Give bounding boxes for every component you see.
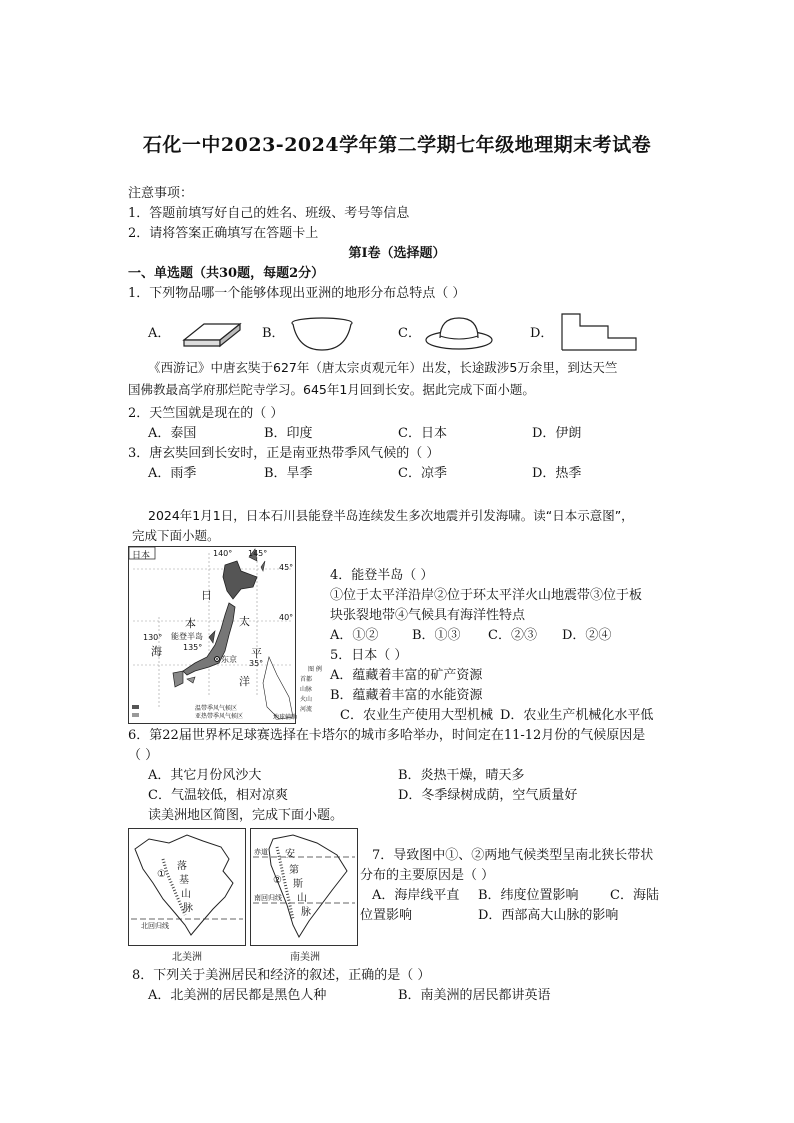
map-label: 日 (201, 589, 212, 602)
legend-item: 河流 (300, 706, 313, 713)
notice-item: 2．请将答案正确填写在答题卡上 (128, 226, 319, 241)
legend-item: 山脉 (300, 686, 313, 693)
map-label: 平 (251, 647, 262, 660)
degree-label: 35° (249, 659, 264, 668)
legend-item: 火山 (300, 696, 313, 703)
q3-option-a[interactable]: A．雨季 (148, 466, 197, 481)
q6-option-c[interactable]: C．气温较低，相对凉爽 (148, 788, 288, 803)
passage-2-line: 2024年1月1日，日本石川县能登半岛连续发生多次地震并引发海啸。读“日本示意图”， (148, 508, 634, 523)
legend-item: 首都 (300, 676, 313, 683)
tropic-label: 北回归线 (141, 922, 169, 930)
south-america-map (250, 828, 358, 946)
tokyo-label: 东京 (221, 655, 237, 664)
mountain-label: 斯 (293, 879, 303, 890)
q8-option-a[interactable]: A．北美洲的居民都是黑色人种 (148, 988, 327, 1003)
q2-option-b[interactable]: B．印度 (264, 426, 313, 441)
map-label: 太 (239, 615, 250, 628)
q1-option-c[interactable]: C． (398, 326, 421, 341)
mountain-label: 脉 (301, 907, 311, 918)
climate-legend-item: 温带季风气候区 (195, 705, 238, 712)
q1-option-b[interactable]: B． (262, 326, 285, 341)
q7-option-a[interactable]: A．海岸线平直 (372, 888, 460, 903)
equator-label: 赤道 (254, 848, 268, 856)
question-8-stem: 8．下列关于美洲居民和经济的叙述，正确的是（ ） (132, 968, 431, 983)
q6-option-b[interactable]: B．炎热干燥，晴天多 (398, 768, 525, 783)
question-1-stem: 1．下列物品哪一个能够体现出亚洲的地形分布总特点（ ） (128, 286, 466, 301)
marker-2: ② (273, 875, 282, 886)
question-2-stem: 2．天竺国就是现在的（ ） (128, 406, 284, 421)
q2-option-d[interactable]: D．伊朗 (532, 426, 582, 441)
question-5-stem: 5．日本（ ） (330, 648, 408, 663)
q1-option-a[interactable]: A． (148, 326, 171, 341)
tropic-label: 南回归线 (254, 894, 282, 902)
question-3-stem: 3．唐玄奘回到长安时，正是南亚热带季风气候的（ ） (128, 446, 440, 461)
degree-label: 140° (213, 549, 233, 558)
passage-3: 读美洲地区简图，完成下面小题。 (148, 808, 344, 823)
q5-option-b[interactable]: B．蕴藏着丰富的水能资源 (330, 688, 483, 703)
notice-item: 1．答题前填写好自己的姓名、班级、考号等信息 (128, 206, 410, 221)
question-4-line: ①位于太平洋沿岸②位于环太平洋火山地震带③位于板 (330, 588, 643, 603)
north-america-map (128, 828, 246, 946)
north-america-caption: 北美洲 (172, 952, 202, 963)
passage-1-line: 国佛教最高学府那烂陀寺学习。645年1月回到长安。据此完成下面小题。 (128, 382, 535, 397)
degree-label: 130° (143, 633, 163, 642)
basin-bowl-icon (290, 316, 354, 356)
q5-option-d[interactable]: D．农业生产机械化水平低 (500, 708, 654, 723)
question-7-stem: 分布的主要原因是（ ） (360, 868, 495, 883)
q7-option-c[interactable]: C．海陆 (610, 888, 659, 903)
passage-1-line: 《西游记》中唐玄奘于627年（唐太宗贞观元年）出发，长途跋涉5万余里，到达天竺 (148, 360, 618, 375)
q7-option-b[interactable]: B．纬度位置影响 (478, 888, 579, 903)
mountain-label: 第 (289, 865, 299, 876)
q1-option-d[interactable]: D． (530, 326, 554, 341)
q5-option-c[interactable]: C．农业生产使用大型机械 (340, 708, 493, 723)
mountain-label: 安 (285, 849, 295, 860)
degree-label: 145° (248, 549, 268, 558)
legend-title: 图 例 (308, 666, 322, 673)
q7-option-d[interactable]: D．西部高大山脉的影响 (478, 908, 619, 923)
mountain-label: 落 (177, 861, 187, 872)
degree-label: 40° (279, 613, 294, 622)
q6-option-a[interactable]: A．其它月份风沙大 (148, 768, 262, 783)
page-title: 石化一中2023-2024学年第二学期七年级地理期末考试卷 (142, 134, 652, 156)
mountain-label: 山 (297, 893, 307, 904)
question-7-stem: 7．导致图中①、②两地气候类型呈南北狭长带状 (372, 848, 654, 863)
noto-peninsula-label: 能登半岛 (171, 632, 203, 641)
question-6-stem: 6．第22届世界杯足球赛选择在卡塔尔的城市多哈举办，时间定在11-12月份的气候原因是 (128, 728, 646, 743)
hat-icon (424, 314, 494, 354)
marker-1: ① (157, 869, 166, 880)
climate-legend-item: 亚热带季风气候区 (195, 713, 244, 720)
map-label: 洋 (239, 675, 250, 688)
passage-2-line: 完成下面小题。 (132, 528, 220, 543)
map-label: 本 (185, 617, 196, 630)
degree-label: 45° (279, 563, 294, 572)
q2-option-a[interactable]: A．泰国 (148, 426, 197, 441)
japan-map-box-label: 日本 (132, 551, 151, 561)
question-6-stem: （ ） (128, 748, 159, 763)
q4-option-c[interactable]: C．②③ (488, 628, 537, 643)
question-4-line: 块张裂地带④气候具有海洋性特点 (330, 608, 526, 623)
q5-option-a[interactable]: A．蕴藏着丰富的矿产资源 (330, 668, 483, 683)
map-label: 海 (151, 645, 162, 658)
section-title: 一、单选题（共30题，每题2分） (128, 266, 325, 281)
q7-option-c-cont: 位置影响 (360, 908, 413, 923)
mountain-label: 脉 (183, 903, 193, 914)
japan-map (128, 546, 296, 724)
q2-option-c[interactable]: C．日本 (398, 426, 447, 441)
mountain-label: 基 (179, 875, 189, 886)
stairs-icon (560, 312, 640, 352)
q3-option-c[interactable]: C．凉季 (398, 466, 447, 481)
q4-option-b[interactable]: B．①③ (412, 628, 461, 643)
question-4-stem: 4．能登半岛（ ） (330, 568, 434, 583)
flat-board-icon (182, 318, 242, 358)
q3-option-d[interactable]: D．热季 (532, 466, 582, 481)
publisher-label: 地球辅助 (273, 714, 298, 721)
q3-option-b[interactable]: B．旱季 (264, 466, 313, 481)
q8-option-b[interactable]: B．南美洲的居民都讲英语 (398, 988, 551, 1003)
degree-label: 135° (183, 643, 203, 652)
mountain-label: 山 (181, 889, 191, 900)
part-title: 第I卷（选择题） (348, 246, 446, 261)
q4-option-a[interactable]: A．①② (330, 628, 379, 643)
q6-option-d[interactable]: D．冬季绿树成荫，空气质量好 (398, 788, 578, 803)
q4-option-d[interactable]: D．②④ (562, 628, 612, 643)
notice-heading: 注意事项： (128, 186, 194, 201)
south-america-caption: 南美洲 (290, 952, 320, 963)
